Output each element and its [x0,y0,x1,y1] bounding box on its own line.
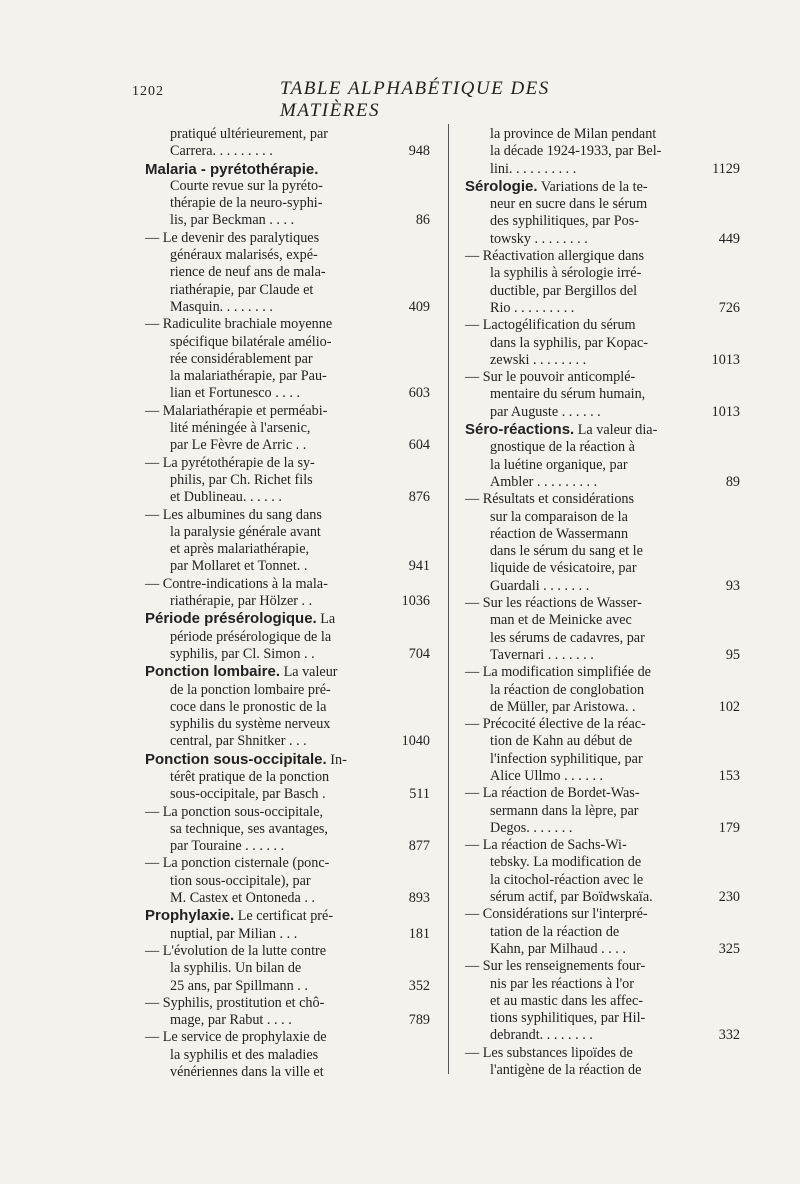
entry-text: — Le service de prophylaxie de [145,1029,327,1046]
entry-text: nis par les réactions à l'or [490,975,634,992]
entry-text: — Malariathérapie et perméabi- [145,402,328,419]
entry-heading-line [145,751,430,769]
entry-heading-line [465,421,740,439]
entry-text: tebsky. La modification de [490,854,642,871]
entry-text: lian et Fortunesco . . . . [170,385,301,402]
entry-heading: Sérologie. [465,177,538,195]
page-reference: 153 [718,767,740,784]
index-entry [145,907,430,943]
page-header [132,78,632,121]
page-reference: 86 [415,212,430,229]
index-entry [465,906,740,958]
entry-text: — Résultats et considérations [465,491,635,508]
index-entry [465,664,740,716]
entry-text: térêt pratique de la ponction [170,768,330,785]
entry-text: — Réactivation allergique dans [465,248,644,265]
index-entry [465,958,740,1044]
index-entry [145,1029,430,1081]
page-reference: 409 [408,298,430,315]
index-entry [145,576,430,611]
entry-heading: Ponction lombaire. [145,663,281,681]
page-number: 1202 [132,84,164,99]
index-entry [145,610,430,663]
entry-text: rée considérablement par [170,350,313,367]
right-column [465,126,740,1079]
index-entry [145,804,430,856]
page-reference: 181 [408,925,430,942]
entry-text: Kahn, par Milhaud . . . . [490,940,626,957]
entry-text: Le certificat pré- [237,908,334,925]
entry-text: debrandt. . . . . . . . [490,1027,593,1044]
entry-text: liquide de vésicatoire, par [490,560,637,577]
page-title: TABLE ALPHABÉTIQUE DES MATIÈRES [280,78,550,121]
index-entry [145,943,430,995]
entry-heading-line [145,907,430,925]
page-reference: 179 [718,819,740,836]
page-reference: 893 [408,890,430,907]
page-reference: 230 [718,889,740,906]
entry-text: Carrera. . . . . . . . . [170,143,273,160]
page-reference: 789 [408,1012,430,1029]
entry-text: vénériennes dans la ville et [170,1064,324,1081]
index-entry [145,507,430,576]
entry-text: de la ponction lombaire pré- [170,681,331,698]
index-entry [145,751,430,804]
page-reference: 1036 [401,593,430,610]
entry-text: sur la comparaison de la [490,508,628,525]
page-reference: 1129 [712,160,740,177]
index-entry [145,995,430,1030]
entry-text: riathérapie, par Claude et [170,281,314,298]
index-entry [145,855,430,907]
entry-text: M. Castex et Ontoneda . . [170,890,315,907]
entry-text: — L'évolution de la lutte contre [145,942,327,959]
entry-text: philis, par Ch. Richet fils [170,471,313,488]
entry-text: période présérologique de la [170,628,332,645]
entry-text: zewski . . . . . . . . [490,351,587,368]
entry-text: réaction de Wassermann [490,525,629,542]
entry-text: — La réaction de Sachs-Wi- [465,837,627,854]
entry-text: et au mastic dans les affec- [490,992,643,1009]
entry-text: tion de Kahn au début de [490,733,633,750]
index-entry [145,126,430,161]
page-reference: 1040 [401,733,430,750]
entry-text: ductible, par Bergillos del [490,282,638,299]
entry-text: riathérapie, par Hölzer . . [170,593,313,610]
entry-text: par Mollaret et Tonnet. . [170,558,308,575]
page-reference: 102 [718,698,740,715]
index-entry [145,663,430,750]
entry-text: la luétine organique, par [490,456,628,473]
entry-text: — Lactogélification du sérum [465,317,636,334]
entry-text: dans le sérum du sang et le [490,543,643,560]
entry-heading: Séro-réactions. [465,421,575,439]
entry-heading: Prophylaxie. [145,907,235,925]
entry-text: la décade 1924-1933, par Bel- [490,143,662,160]
entry-text: Masquin. . . . . . . . [170,298,273,315]
entry-text: lité méningée à l'arsenic, [170,420,311,437]
page-reference: 89 [725,473,740,490]
entry-text: par Touraine . . . . . . [170,838,285,855]
entry-text: et après malariathérapie, [170,541,310,558]
entry-text: la paralysie générale avant [170,523,321,540]
entry-text: man et de Meinicke avec [490,612,632,629]
page-reference: 941 [408,558,430,575]
page-reference: 876 [408,489,430,506]
entry-text: — Radiculite brachiale moyenne [145,316,333,333]
entry-text: — La ponction sous-occipitale, [145,803,324,820]
page-reference: 726 [718,299,740,316]
entry-text: par Auguste . . . . . . [490,403,601,420]
entry-text: — La ponction cisternale (ponc- [145,855,330,872]
entry-text: mentaire du sérum humain, [490,386,646,403]
index-entry [145,455,430,507]
entry-text: — Considérations sur l'interpré- [465,906,648,923]
entry-heading: Malaria - pyrétothérapie. [145,160,319,178]
entry-text: lini. . . . . . . . . . [490,160,577,177]
entry-text: la malariathérapie, par Pau- [170,368,327,385]
entry-heading-line [145,663,430,681]
entry-heading-line [145,610,430,628]
entry-text: nuptial, par Milian . . . [170,925,298,942]
entry-text: — Syphilis, prostitution et chô- [145,994,325,1011]
page-reference: 352 [408,977,430,994]
entry-text: la citochol-réaction avec le [490,871,644,888]
entry-text: — Les substances lipoïdes de [465,1044,633,1061]
index-entry [465,317,740,369]
page-reference: 1013 [711,403,740,420]
entry-text: sermann dans la lèpre, par [490,802,639,819]
index-entry [145,403,430,455]
left-column [145,126,430,1081]
entry-text: — Contre-indications à la mala- [145,575,328,592]
entry-text: généraux malarisés, expé- [170,247,318,264]
entry-text: towsky . . . . . . . . [490,230,588,247]
entry-text: — La pyrétothérapie de la sy- [145,454,315,471]
entry-text: spécifique bilatérale amélio- [170,333,332,350]
entry-text: — Précocité élective de la réac- [465,716,646,733]
entry-text: sa technique, ses avantages, [170,820,328,837]
index-entry [145,230,430,316]
page-reference: 603 [408,385,430,402]
page-reference: 95 [725,646,740,663]
entry-text: Degos. . . . . . . [490,819,573,836]
entry-text: l'infection syphilitique, par [490,750,643,767]
entry-text: coce dans le pronostic de la [170,698,327,715]
entry-text: tion sous-occipitale), par [170,872,311,889]
entry-text: mage, par Rabut . . . . [170,1012,292,1029]
index-entry [465,785,740,837]
entry-text: dans la syphilis, par Kopac- [490,334,648,351]
index-entry [465,595,740,664]
index-entry [145,161,430,230]
page-reference: 704 [408,645,430,662]
page-reference: 877 [408,838,430,855]
entry-text: gnostique de la réaction à [490,439,635,456]
index-entry [465,421,740,491]
entry-text: La valeur dia- [577,422,658,439]
entry-text: rience de neuf ans de mala- [170,264,326,281]
entry-text: syphilis, par Cl. Simon . . [170,645,315,662]
index-entry [465,1045,740,1080]
entry-text: les sérums de cadavres, par [490,629,645,646]
entry-text: l'antigène de la réaction de [490,1062,642,1079]
entry-text: par Le Fèvre de Arric . . [170,437,307,454]
entry-text: tions syphilitiques, par Hil- [490,1010,646,1027]
index-entry [465,248,740,317]
entry-text: pratiqué ultérieurement, par [170,126,328,142]
index-entry [465,369,740,421]
entry-heading: Ponction sous-occipitale. [145,750,327,768]
index-entry [465,178,740,248]
entry-text: la réaction de conglobation [490,681,645,698]
entry-text: la syphilis et des maladies [170,1046,319,1063]
page-reference: 93 [725,577,740,594]
entry-text: Guardali . . . . . . . [490,577,590,594]
entry-text: tation de la réaction de [490,923,620,940]
page-reference: 604 [408,437,430,454]
entry-text: — Sur le pouvoir anticomplé- [465,369,636,386]
entry-text: neur en sucre dans le sérum [490,196,648,213]
entry-text: — Sur les renseignements four- [465,958,646,975]
entry-heading: Période présérologique. [145,610,317,628]
entry-heading-line [465,178,740,196]
page-reference: 1013 [711,351,740,368]
page-reference: 325 [718,940,740,957]
entry-text: Variations de la te- [540,178,648,195]
entry-text: Courte revue sur la pyréto- [170,177,323,194]
entry-text: central, par Shnitker . . . [170,733,307,750]
entry-text: thérapie de la neuro-syphi- [170,195,323,212]
entry-text: La [320,611,336,628]
page-reference: 511 [409,786,430,803]
index-entry [145,316,430,402]
entry-text: — La réaction de Bordet-Was- [465,785,640,802]
entry-text: Rio . . . . . . . . . [490,299,575,316]
entry-text: de Müller, par Aristowa. . [490,698,636,715]
page-reference: 332 [718,1027,740,1044]
entry-text: sous-occipitale, par Basch . [170,786,326,803]
entry-text: — Sur les réactions de Wasser- [465,595,642,612]
column-divider [448,124,449,1074]
index-entry [465,491,740,595]
entry-text: Alice Ullmo . . . . . . [490,767,604,784]
entry-text: la syphilis. Un bilan de [170,960,302,977]
entry-text: — La modification simplifiée de [465,664,651,681]
entry-text: — Les albumines du sang dans [145,506,322,523]
entry-text: lis, par Beckman . . . . [170,212,295,229]
entry-text: sérum actif, par Boïdwskaïa. [490,889,653,906]
entry-text: la syphilis à sérologie irré- [490,265,642,282]
index-entry [465,126,740,178]
entry-text: Tavernari . . . . . . . [490,646,594,663]
entry-text: syphilis du système nerveux [170,716,331,733]
entry-text: la province de Milan pendant [490,126,657,142]
index-entry [465,837,740,906]
page-reference: 948 [408,143,430,160]
entry-text: In- [330,751,347,768]
entry-text: La valeur [283,664,338,681]
entry-text: des syphilitiques, par Pos- [490,213,639,230]
entry-text: Ambler . . . . . . . . . [490,473,598,490]
entry-text: 25 ans, par Spillmann . . [170,977,308,994]
page-reference: 449 [718,230,740,247]
entry-text: et Dublineau. . . . . . [170,489,282,506]
index-entry [465,716,740,785]
entry-text: — Le devenir des paralytiques [145,229,320,246]
